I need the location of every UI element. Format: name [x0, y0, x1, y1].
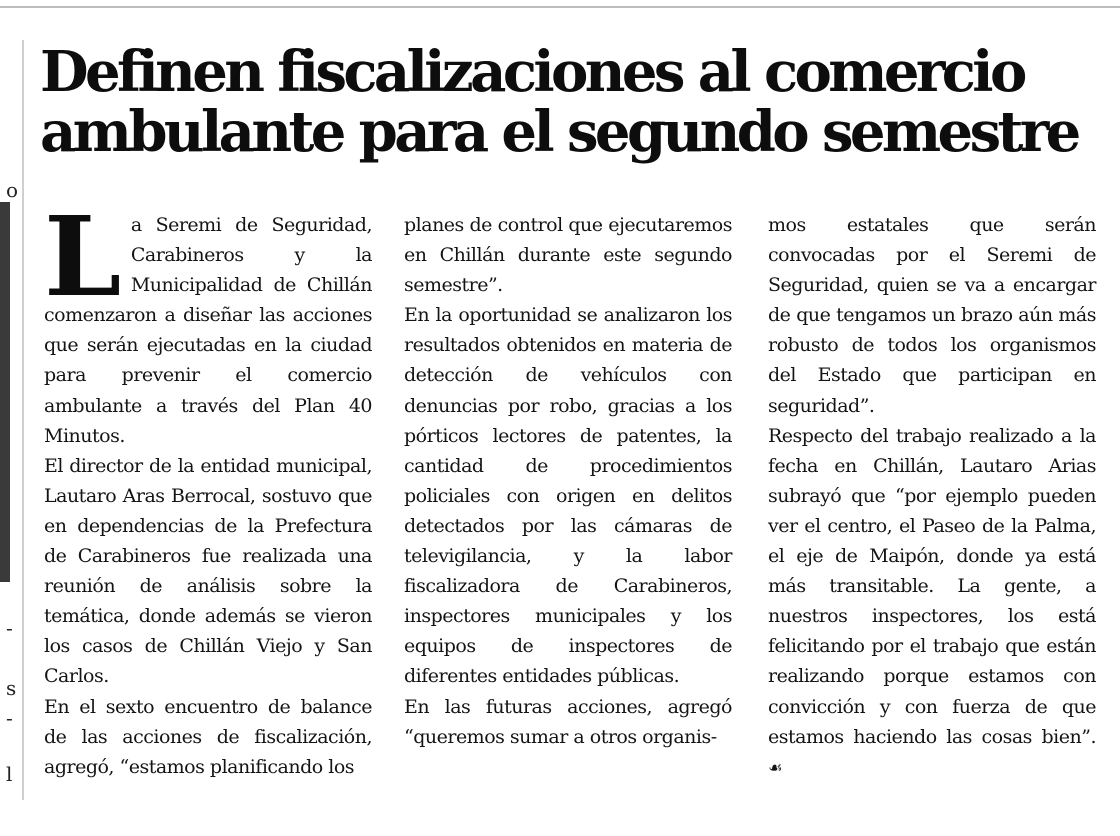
adjacent-text-fragment: o [6, 178, 19, 202]
drop-cap: L [44, 192, 121, 321]
paragraph: planes de control que ejecutaremos en Chillán durante este segundo semestre”. [404, 214, 732, 297]
paragraph: En las futuras acciones, agregó “queremos sumar a otros organis- [404, 695, 732, 748]
paragraph: En el sexto encuentro de balance de las acciones de fiscalización, agregó, “estamos planificando los [44, 695, 372, 778]
end-of-article-icon: ☙ [768, 757, 782, 777]
article-headline: Definen fiscalizaciones al comercio ambulante para el segundo semestre [40, 39, 1078, 165]
article-column-3 [768, 210, 1096, 783]
adjacent-text-fragment: - [6, 616, 13, 640]
paragraph: a Seremi de Seguridad, Carabineros y la Municipalidad de Chillán comenzaron a diseñar las acciones que serán ejecutadas en la ciudad para prevenir el comercio ambulante a través del Plan 40 Minutos. [44, 214, 372, 447]
adjacent-text-fragment: - [6, 706, 13, 730]
adjacent-text-fragment: l [6, 762, 13, 786]
paragraph [768, 421, 1096, 783]
paragraph: El director de la entidad municipal, Lautaro Aras Berrocal, sostuvo que en dependencias de la Prefectura de Carabineros fue realizada una reunión de análisis sobre la temática, donde además se vieron los casos de Chillán Viejo y San Carlos. [44, 454, 372, 688]
column-divider [22, 40, 24, 800]
article-column-1 [44, 192, 372, 782]
adjacent-text-fragment: s [6, 676, 17, 700]
article-column-2 [404, 210, 732, 752]
paragraph: En la oportunidad se analizaron los resultados obtenidos en materia de detección de vehículos con denuncias por robo, gracias a los pórticos lectores de patentes, la cantidad de procedimientos policiales con origen en delitos detectados por las cámaras de televigilancia, y la labor fiscalizadora de Carabineros, inspectores municipales y los equipos de inspectores de diferentes entidades públicas. [404, 304, 732, 688]
adjacent-article-sliver [0, 40, 24, 830]
paragraph: mos estatales que serán convocadas por el Seremi de Seguridad, quien se va a encargar de que tengamos un brazo aún más robusto de todos los organismos del Estado que participan en seguridad”. [768, 214, 1096, 417]
paragraph-text: Respecto del trabajo realizado a la fecha en Chillán, Lautaro Arias subrayó que “por ejemplo pueden ver el centro, el Paseo de la Palma, el eje de Maipón, donde ya está más transitable. La gente, a nuestros inspectores, los está felicitando por el trabajo que están realizando porque estamos con convicción y con fuerza de que estamos haciendo las cosas bien”. [768, 424, 1096, 748]
top-rule [0, 6, 1120, 8]
adjacent-photo-edge [0, 202, 10, 582]
